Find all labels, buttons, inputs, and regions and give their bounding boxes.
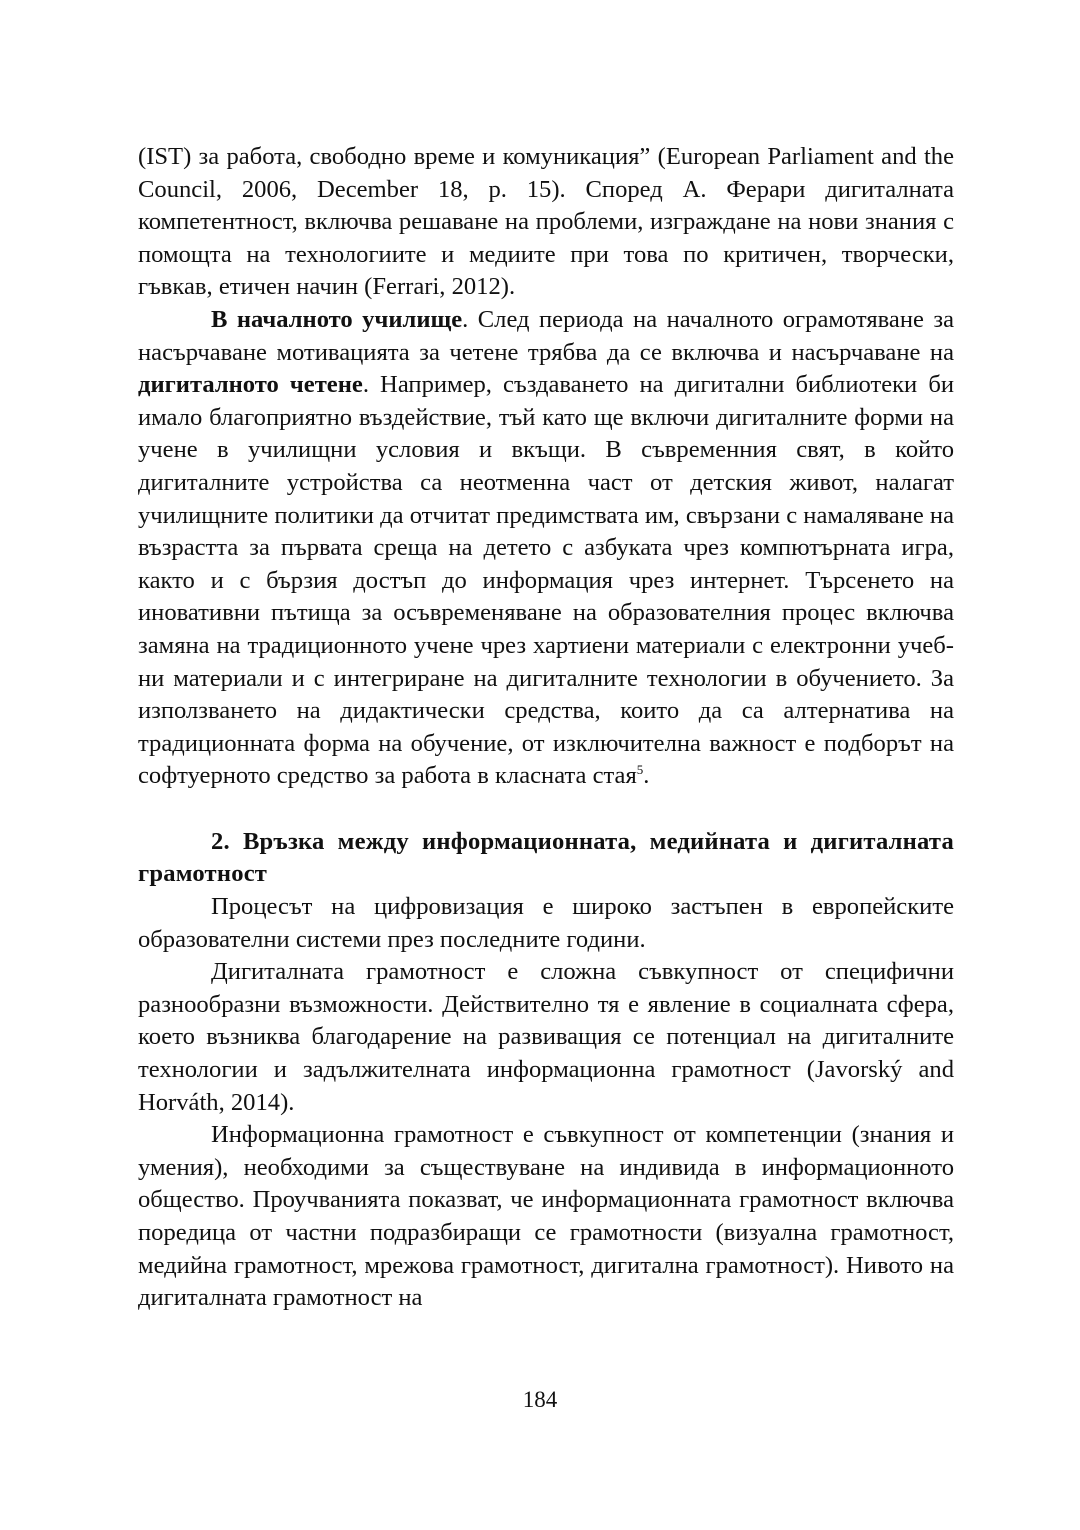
paragraph-text-end: . [643,762,650,790]
bold-lead-primary-school: В началното училище [211,305,463,333]
document-body [138,141,954,1315]
paragraph-digital-literacy: Дигиталната грамотност е сложна съвкупност от специфични разнообразни възможности. Действително тя е явление в социалната сфера, което възниква благодарение на развиващия се потенциал на дигиталните технологии и задължителната информационна грамотност (Javorský and Horváth, 2014). [138,958,954,1116]
paragraph-information-literacy: Информационна грамотност е съвкупност от компетенции (знания и умения), необходими за съществуване на индивида в информационното общество. Проучванията показват, че информационната грамотност включва поредица от частни подразбиращи се грамотности (визуална грамотност, медийна грамотност, мрежова грамотност, дигитална грамотност). Нивото на дигиталната грамотност на [138,1121,954,1312]
section-heading: 2. Връзка между информационната, медийната и дигиталната грамотност [138,827,954,888]
paragraph-digitalization: Процесът на цифровизация е широко застъпен в европейските образователни системи през последните години. [138,893,954,953]
bold-digital-reading: дигиталното четене [138,371,363,399]
paragraph-primary-school [138,304,954,793]
page-number: 184 [522,1387,558,1412]
paragraph-text-a: . След периода на началното ограмотяване за насърчаване мотивацията за четене трябва да се включва и насърчаване на [138,305,954,366]
paragraph-continued: (IST) за работа, свободно време и комуникация” (European Parliament and the Council, 2006, December 18, p. 15). Според А. Ферари дигиталната компетентност, включва решаване на проблеми, изграждане на нови знания с помощта на технологиите и медиите при това по критичен, творчески, гъвкав, етичен начин (Ferrari, 2012). [138,143,954,301]
footnote-reference: 5 [636,762,644,778]
paragraph-text-b: . Например, създаването на дигитални библиотеки би имало благоприятно въздействие, тъй като ще включи дигиталните форми на учене в училищни условия и вкъщи. В съвременния свят, в който дигиталните устройства са неотменна част от детския живот, налагат училищните политики да отчитат предимствата им, свързани с намаляване на възрастта за първата среща на детето с азбуката чрез компютърната игра, както и с бързия достъп до информация чрез интернет. Търсенето на иновативни пътища за осъвременяване на образователния процес включва замяна на традиционното учене чрез хартиени материали с електронни учебни материали и с интегриране на дигиталните технологии в обучението. За използването на дидактически средства, които да са алтернатива на традиционната форма на обучение, от изключителна важност е подборът на софтуерното средство за работа в класната стая [138,371,954,790]
